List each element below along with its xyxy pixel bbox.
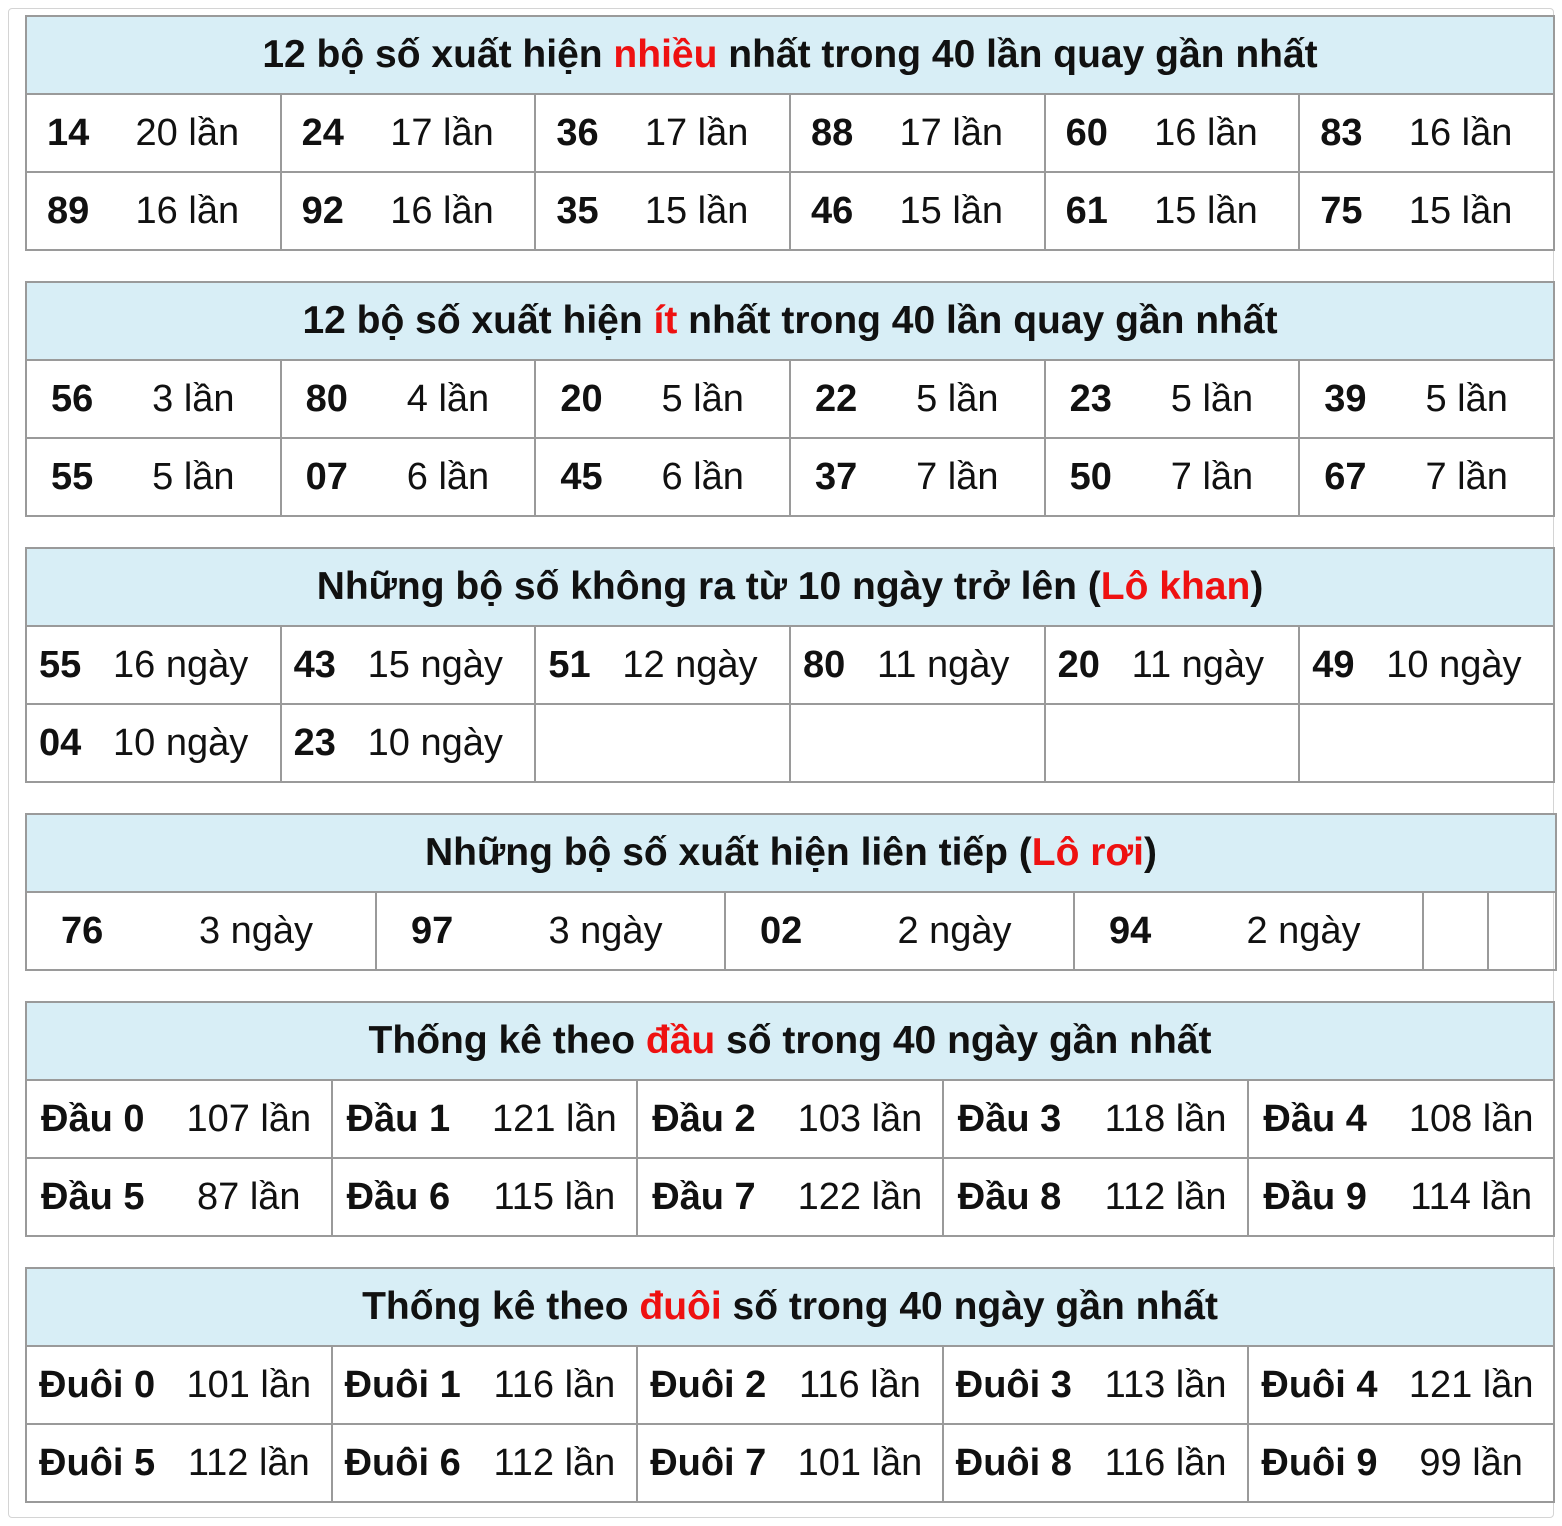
statistics-panel bbox=[8, 8, 1554, 1518]
table-cell bbox=[943, 1346, 1249, 1424]
number: 07 bbox=[305, 455, 348, 498]
table-cell bbox=[637, 1424, 943, 1502]
number: 45 bbox=[560, 455, 603, 498]
count: 116 lần bbox=[799, 1363, 921, 1406]
digit-label: Đuôi 1 bbox=[344, 1363, 461, 1406]
table-row bbox=[26, 172, 1554, 250]
count: 87 lần bbox=[197, 1175, 301, 1218]
count: 118 lần bbox=[1104, 1097, 1227, 1140]
table-cell bbox=[637, 1080, 943, 1158]
count: 16 lần bbox=[390, 189, 494, 232]
table-cell bbox=[26, 438, 281, 516]
table-cell bbox=[637, 1158, 943, 1236]
count: 2 ngày bbox=[897, 909, 1012, 952]
digit-label: Đầu 7 bbox=[652, 1175, 756, 1218]
table-cell bbox=[535, 626, 790, 704]
section-title: Thống kê theo đầu số trong 40 ngày gần nhất bbox=[26, 1002, 1554, 1080]
count: 113 lần bbox=[1104, 1363, 1227, 1406]
table-cell bbox=[1299, 438, 1554, 516]
count: 6 lần bbox=[661, 455, 744, 498]
table-cell bbox=[943, 1158, 1249, 1236]
table-cell bbox=[1299, 172, 1554, 250]
digit-label: Đuôi 4 bbox=[1261, 1363, 1378, 1406]
tail-digit-table bbox=[25, 1267, 1555, 1503]
count: 15 lần bbox=[899, 189, 1004, 232]
table-row bbox=[26, 1424, 1554, 1502]
count: 15 lần bbox=[1154, 189, 1258, 232]
table-cell bbox=[1074, 892, 1423, 970]
table-cell bbox=[332, 1080, 638, 1158]
count: 107 lần bbox=[186, 1097, 312, 1140]
table-row bbox=[26, 626, 1554, 704]
number: 55 bbox=[39, 643, 82, 686]
table-cell bbox=[1299, 94, 1554, 172]
number: 88 bbox=[810, 111, 854, 154]
digit-label: Đầu 8 bbox=[957, 1175, 1062, 1218]
count: 15 lần bbox=[1408, 189, 1513, 232]
count: 108 lần bbox=[1408, 1097, 1534, 1140]
count: 116 lần bbox=[493, 1363, 616, 1406]
table-cell bbox=[1248, 1346, 1554, 1424]
count: 4 lần bbox=[406, 377, 490, 420]
table-cell bbox=[790, 360, 1045, 438]
section-title: Những bộ số không ra từ 10 ngày trở lên (Lô khan) bbox=[26, 548, 1554, 626]
count: 16 lần bbox=[135, 189, 240, 232]
number: 20 bbox=[1057, 643, 1100, 686]
table-cell bbox=[26, 1158, 332, 1236]
count: 6 lần bbox=[406, 455, 490, 498]
digit-label: Đuôi 5 bbox=[39, 1441, 156, 1484]
count: 5 lần bbox=[916, 377, 999, 420]
count: 11 ngày bbox=[876, 643, 1010, 686]
number: 55 bbox=[51, 455, 94, 498]
table-cell bbox=[1299, 360, 1554, 438]
number: 14 bbox=[47, 111, 90, 154]
table-cell bbox=[26, 1346, 332, 1424]
table-cell bbox=[1045, 94, 1300, 172]
number: 61 bbox=[1065, 189, 1108, 232]
table-cell bbox=[535, 94, 790, 172]
table-cell bbox=[281, 438, 536, 516]
count: 5 lần bbox=[1170, 377, 1254, 420]
table-cell bbox=[790, 626, 1045, 704]
count: 12 ngày bbox=[622, 643, 758, 686]
table-cell bbox=[281, 626, 536, 704]
digit-label: Đuôi 0 bbox=[39, 1363, 156, 1406]
number: 20 bbox=[560, 377, 603, 420]
count: 15 ngày bbox=[367, 643, 503, 686]
table-row bbox=[26, 1158, 1554, 1236]
empty-cell bbox=[1423, 892, 1488, 970]
number: 94 bbox=[1109, 909, 1152, 952]
most-frequent-table bbox=[25, 15, 1555, 251]
number: 02 bbox=[760, 909, 803, 952]
table-cell bbox=[943, 1080, 1249, 1158]
table-cell bbox=[1299, 626, 1554, 704]
table-cell bbox=[1045, 438, 1300, 516]
table-cell bbox=[26, 172, 281, 250]
count: 5 lần bbox=[152, 455, 235, 498]
section-title: 12 bộ số xuất hiện nhiều nhất trong 40 lần quay gần nhất bbox=[26, 16, 1554, 94]
count: 121 lần bbox=[492, 1097, 617, 1140]
number: 89 bbox=[47, 189, 90, 232]
table-row bbox=[26, 1080, 1554, 1158]
least-frequent-table bbox=[25, 281, 1555, 517]
count: 7 lần bbox=[1170, 455, 1254, 498]
number: 04 bbox=[39, 721, 82, 764]
lo-roi-table bbox=[25, 813, 1555, 971]
table-row bbox=[26, 1346, 1554, 1424]
head-digit-table bbox=[25, 1001, 1555, 1237]
number: 35 bbox=[556, 189, 599, 232]
number: 22 bbox=[814, 377, 858, 420]
table-cell bbox=[943, 1424, 1249, 1502]
table-cell bbox=[281, 94, 536, 172]
section-title: 12 bộ số xuất hiện ít nhất trong 40 lần quay gần nhất bbox=[26, 282, 1554, 360]
digit-label: Đuôi 8 bbox=[955, 1441, 1072, 1484]
count: 115 lần bbox=[493, 1175, 616, 1218]
number: 23 bbox=[293, 721, 336, 764]
number: 50 bbox=[1069, 455, 1112, 498]
table-cell bbox=[281, 360, 536, 438]
number: 37 bbox=[814, 455, 858, 498]
empty-cell bbox=[1488, 892, 1556, 970]
table-row bbox=[26, 704, 1554, 782]
digit-label: Đầu 4 bbox=[1263, 1097, 1367, 1140]
digit-label: Đầu 2 bbox=[652, 1097, 756, 1140]
count: 101 lần bbox=[797, 1441, 923, 1484]
count: 10 ngày bbox=[367, 721, 503, 764]
empty-cell bbox=[1045, 704, 1300, 782]
number: 80 bbox=[305, 377, 348, 420]
count: 112 lần bbox=[493, 1441, 616, 1484]
table-cell bbox=[725, 892, 1074, 970]
number: 67 bbox=[1324, 455, 1367, 498]
count: 20 lần bbox=[135, 111, 240, 154]
digit-label: Đầu 1 bbox=[346, 1097, 451, 1140]
table-cell bbox=[376, 892, 725, 970]
digit-label: Đuôi 3 bbox=[955, 1363, 1072, 1406]
number: 76 bbox=[61, 909, 104, 952]
table-cell bbox=[637, 1346, 943, 1424]
count: 112 lần bbox=[187, 1441, 310, 1484]
empty-cell bbox=[790, 704, 1045, 782]
count: 103 lần bbox=[797, 1097, 923, 1140]
table-cell bbox=[332, 1424, 638, 1502]
table-row bbox=[26, 892, 1556, 970]
count: 17 lần bbox=[644, 111, 749, 154]
table-cell bbox=[26, 892, 376, 970]
table-cell bbox=[332, 1346, 638, 1424]
digit-label: Đuôi 7 bbox=[650, 1441, 767, 1484]
number: 43 bbox=[293, 643, 336, 686]
empty-cell bbox=[535, 704, 790, 782]
table-cell bbox=[535, 360, 790, 438]
digit-label: Đầu 9 bbox=[1263, 1175, 1367, 1218]
number: 51 bbox=[548, 643, 591, 686]
count: 10 ngày bbox=[113, 721, 249, 764]
table-row bbox=[26, 360, 1554, 438]
table-cell bbox=[1045, 360, 1300, 438]
table-cell bbox=[790, 94, 1045, 172]
count: 17 lần bbox=[899, 111, 1004, 154]
empty-cell bbox=[1299, 704, 1554, 782]
table-cell bbox=[1248, 1424, 1554, 1502]
table-row bbox=[26, 94, 1554, 172]
table-cell bbox=[26, 94, 281, 172]
number: 97 bbox=[411, 909, 454, 952]
count: 3 ngày bbox=[548, 909, 663, 952]
count: 15 lần bbox=[644, 189, 749, 232]
number: 49 bbox=[1312, 643, 1355, 686]
number: 83 bbox=[1320, 111, 1363, 154]
section-title: Thống kê theo đuôi số trong 40 ngày gần nhất bbox=[26, 1268, 1554, 1346]
count: 116 lần bbox=[1104, 1441, 1227, 1484]
table-cell bbox=[26, 360, 281, 438]
digit-label: Đầu 3 bbox=[957, 1097, 1062, 1140]
digit-label: Đầu 0 bbox=[41, 1097, 145, 1140]
number: 46 bbox=[810, 189, 854, 232]
table-cell bbox=[332, 1158, 638, 1236]
section-title: Những bộ số xuất hiện liên tiếp (Lô rơi) bbox=[26, 814, 1556, 892]
table-cell bbox=[1045, 172, 1300, 250]
count: 16 lần bbox=[1154, 111, 1258, 154]
number: 60 bbox=[1065, 111, 1108, 154]
count: 112 lần bbox=[1104, 1175, 1227, 1218]
count: 114 lần bbox=[1410, 1175, 1533, 1218]
table-cell bbox=[535, 172, 790, 250]
count: 99 lần bbox=[1419, 1441, 1523, 1484]
table-cell bbox=[26, 626, 281, 704]
count: 17 lần bbox=[390, 111, 494, 154]
number: 75 bbox=[1320, 189, 1363, 232]
digit-label: Đầu 5 bbox=[41, 1175, 145, 1218]
digit-label: Đuôi 2 bbox=[650, 1363, 767, 1406]
table-cell bbox=[790, 172, 1045, 250]
number: 24 bbox=[301, 111, 344, 154]
table-cell bbox=[1248, 1080, 1554, 1158]
count: 7 lần bbox=[1425, 455, 1508, 498]
count: 16 lần bbox=[1408, 111, 1513, 154]
number: 36 bbox=[556, 111, 599, 154]
count: 5 lần bbox=[661, 377, 744, 420]
count: 2 ngày bbox=[1246, 909, 1361, 952]
count: 121 lần bbox=[1408, 1363, 1534, 1406]
lo-khan-table bbox=[25, 547, 1555, 783]
digit-label: Đuôi 6 bbox=[344, 1441, 461, 1484]
table-cell bbox=[1045, 626, 1300, 704]
number: 23 bbox=[1069, 377, 1112, 420]
count: 11 ngày bbox=[1131, 643, 1265, 686]
number: 80 bbox=[802, 643, 846, 686]
table-cell bbox=[535, 438, 790, 516]
digit-label: Đầu 6 bbox=[346, 1175, 451, 1218]
table-cell bbox=[26, 704, 281, 782]
table-row bbox=[26, 438, 1554, 516]
number: 39 bbox=[1324, 377, 1367, 420]
table-cell bbox=[281, 172, 536, 250]
table-cell bbox=[281, 704, 536, 782]
count: 10 ngày bbox=[1386, 643, 1522, 686]
number: 92 bbox=[301, 189, 344, 232]
count: 101 lần bbox=[186, 1363, 312, 1406]
table-cell bbox=[26, 1080, 332, 1158]
table-cell bbox=[1248, 1158, 1554, 1236]
count: 3 lần bbox=[152, 377, 235, 420]
count: 16 ngày bbox=[113, 643, 249, 686]
count: 122 lần bbox=[797, 1175, 923, 1218]
digit-label: Đuôi 9 bbox=[1261, 1441, 1378, 1484]
table-cell bbox=[790, 438, 1045, 516]
number: 56 bbox=[51, 377, 94, 420]
count: 3 ngày bbox=[198, 909, 314, 952]
count: 5 lần bbox=[1425, 377, 1508, 420]
count: 7 lần bbox=[916, 455, 999, 498]
table-cell bbox=[26, 1424, 332, 1502]
